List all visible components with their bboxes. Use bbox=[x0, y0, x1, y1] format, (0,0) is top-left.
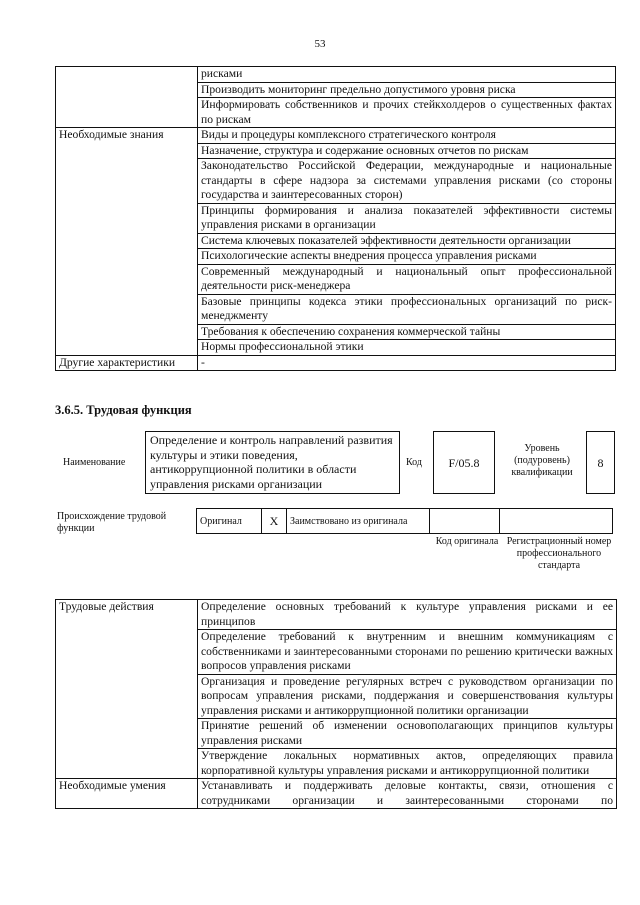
row-text: Нормы профессиональной этики bbox=[198, 340, 616, 356]
row-text: Определение требований к внутренним и внешним коммуникациям с собственниками и заинтересованными сторонами по решению критически важных вопросов управления рисками bbox=[198, 630, 617, 675]
row-text: Определение основных требований к культуре управления рисками и ее принципов bbox=[198, 600, 617, 630]
name-label: Наименование bbox=[63, 457, 126, 468]
level-value: 8 bbox=[586, 431, 615, 494]
reg-number-cell bbox=[500, 509, 613, 534]
row-text: Психологические аспекты внедрения процесса управления рисками bbox=[198, 249, 616, 265]
table-row bbox=[56, 355, 616, 371]
table-row bbox=[56, 128, 616, 144]
row-label: Необходимые знания bbox=[56, 128, 198, 356]
section-title: 3.6.5. Трудовая функция bbox=[55, 403, 192, 417]
function-code-value: F/05.8 bbox=[433, 431, 495, 494]
table-row bbox=[56, 779, 617, 809]
row-text: Организация и проведение регулярных встреч с руководством организации по вопросам управления рисками, поддержания и совершенствования культуры управления рисками и антикоррупционной политики организации bbox=[198, 674, 617, 719]
row-text: Принятие решений об изменении основополагающих принципов культуры управления рисками bbox=[198, 719, 617, 749]
row-text: Система ключевых показателей эффективности деятельности организации bbox=[198, 233, 616, 249]
knowledge-table bbox=[55, 66, 616, 371]
function-name-value: Определение и контроль направлений развития культуры и этики поведения, антикоррупционной политики в области управления рисками организации bbox=[145, 431, 400, 494]
row-text: Производить мониторинг предельно допустимого уровня риска bbox=[198, 82, 616, 98]
level-label: Уровень (подуровень) квалификации bbox=[511, 443, 573, 478]
row-text: - bbox=[198, 355, 616, 371]
row-text: Виды и процедуры комплексного стратегического контроля bbox=[198, 128, 616, 144]
row-text: Устанавливать и поддерживать деловые контакты, связи, отношения с сотрудниками организации и заинтересованными сторонами по bbox=[198, 779, 617, 809]
original-mark: X bbox=[262, 509, 287, 534]
row-text: Принципы формирования и анализа показателей эффективности системы управления рисками в организации bbox=[198, 203, 616, 233]
row-text: Базовые принципы кодекса этики профессиональных организаций по риск-менеджменту bbox=[198, 294, 616, 324]
row-label bbox=[56, 67, 198, 128]
row-text: Требования к обеспечению сохранения коммерческой тайны bbox=[198, 324, 616, 340]
row-text: Современный международный и национальный опыт профессиональной деятельности риск-менеджера bbox=[198, 264, 616, 294]
original-label: Оригинал bbox=[197, 509, 262, 534]
origin-table bbox=[196, 508, 613, 534]
reg-number-caption: Регистрационный номер профессионального стандарта bbox=[506, 536, 612, 571]
row-text: рисками bbox=[198, 67, 616, 83]
row-text: Назначение, структура и содержание основных отчетов по рискам bbox=[198, 143, 616, 159]
borrowed-label: Заимствовано из оригинала bbox=[287, 509, 430, 534]
origin-label: Происхождение трудовой функции bbox=[57, 511, 167, 534]
page-number: 53 bbox=[314, 38, 326, 50]
table-row bbox=[56, 600, 617, 630]
actions-table bbox=[55, 599, 617, 809]
table-row bbox=[56, 67, 616, 83]
row-text: Законодательство Российской Федерации, международные и национальные стандарты в сфере надзора за системами управления рисками (со стороны государства и заинтересованных сторон) bbox=[198, 159, 616, 204]
original-code-cell bbox=[430, 509, 500, 534]
code-label: Код bbox=[406, 457, 422, 468]
row-label: Другие характеристики bbox=[56, 355, 198, 371]
row-text: Информировать собственников и прочих стейкхолдеров о существенных фактах по рискам bbox=[198, 98, 616, 128]
row-text: Утверждение локальных нормативных актов, определяющих правила корпоративной культуры управления рисками и антикоррупционной политики bbox=[198, 749, 617, 779]
row-label: Необходимые умения bbox=[56, 779, 198, 809]
row-label: Трудовые действия bbox=[56, 600, 198, 779]
code-original-caption: Код оригинала bbox=[435, 536, 499, 547]
